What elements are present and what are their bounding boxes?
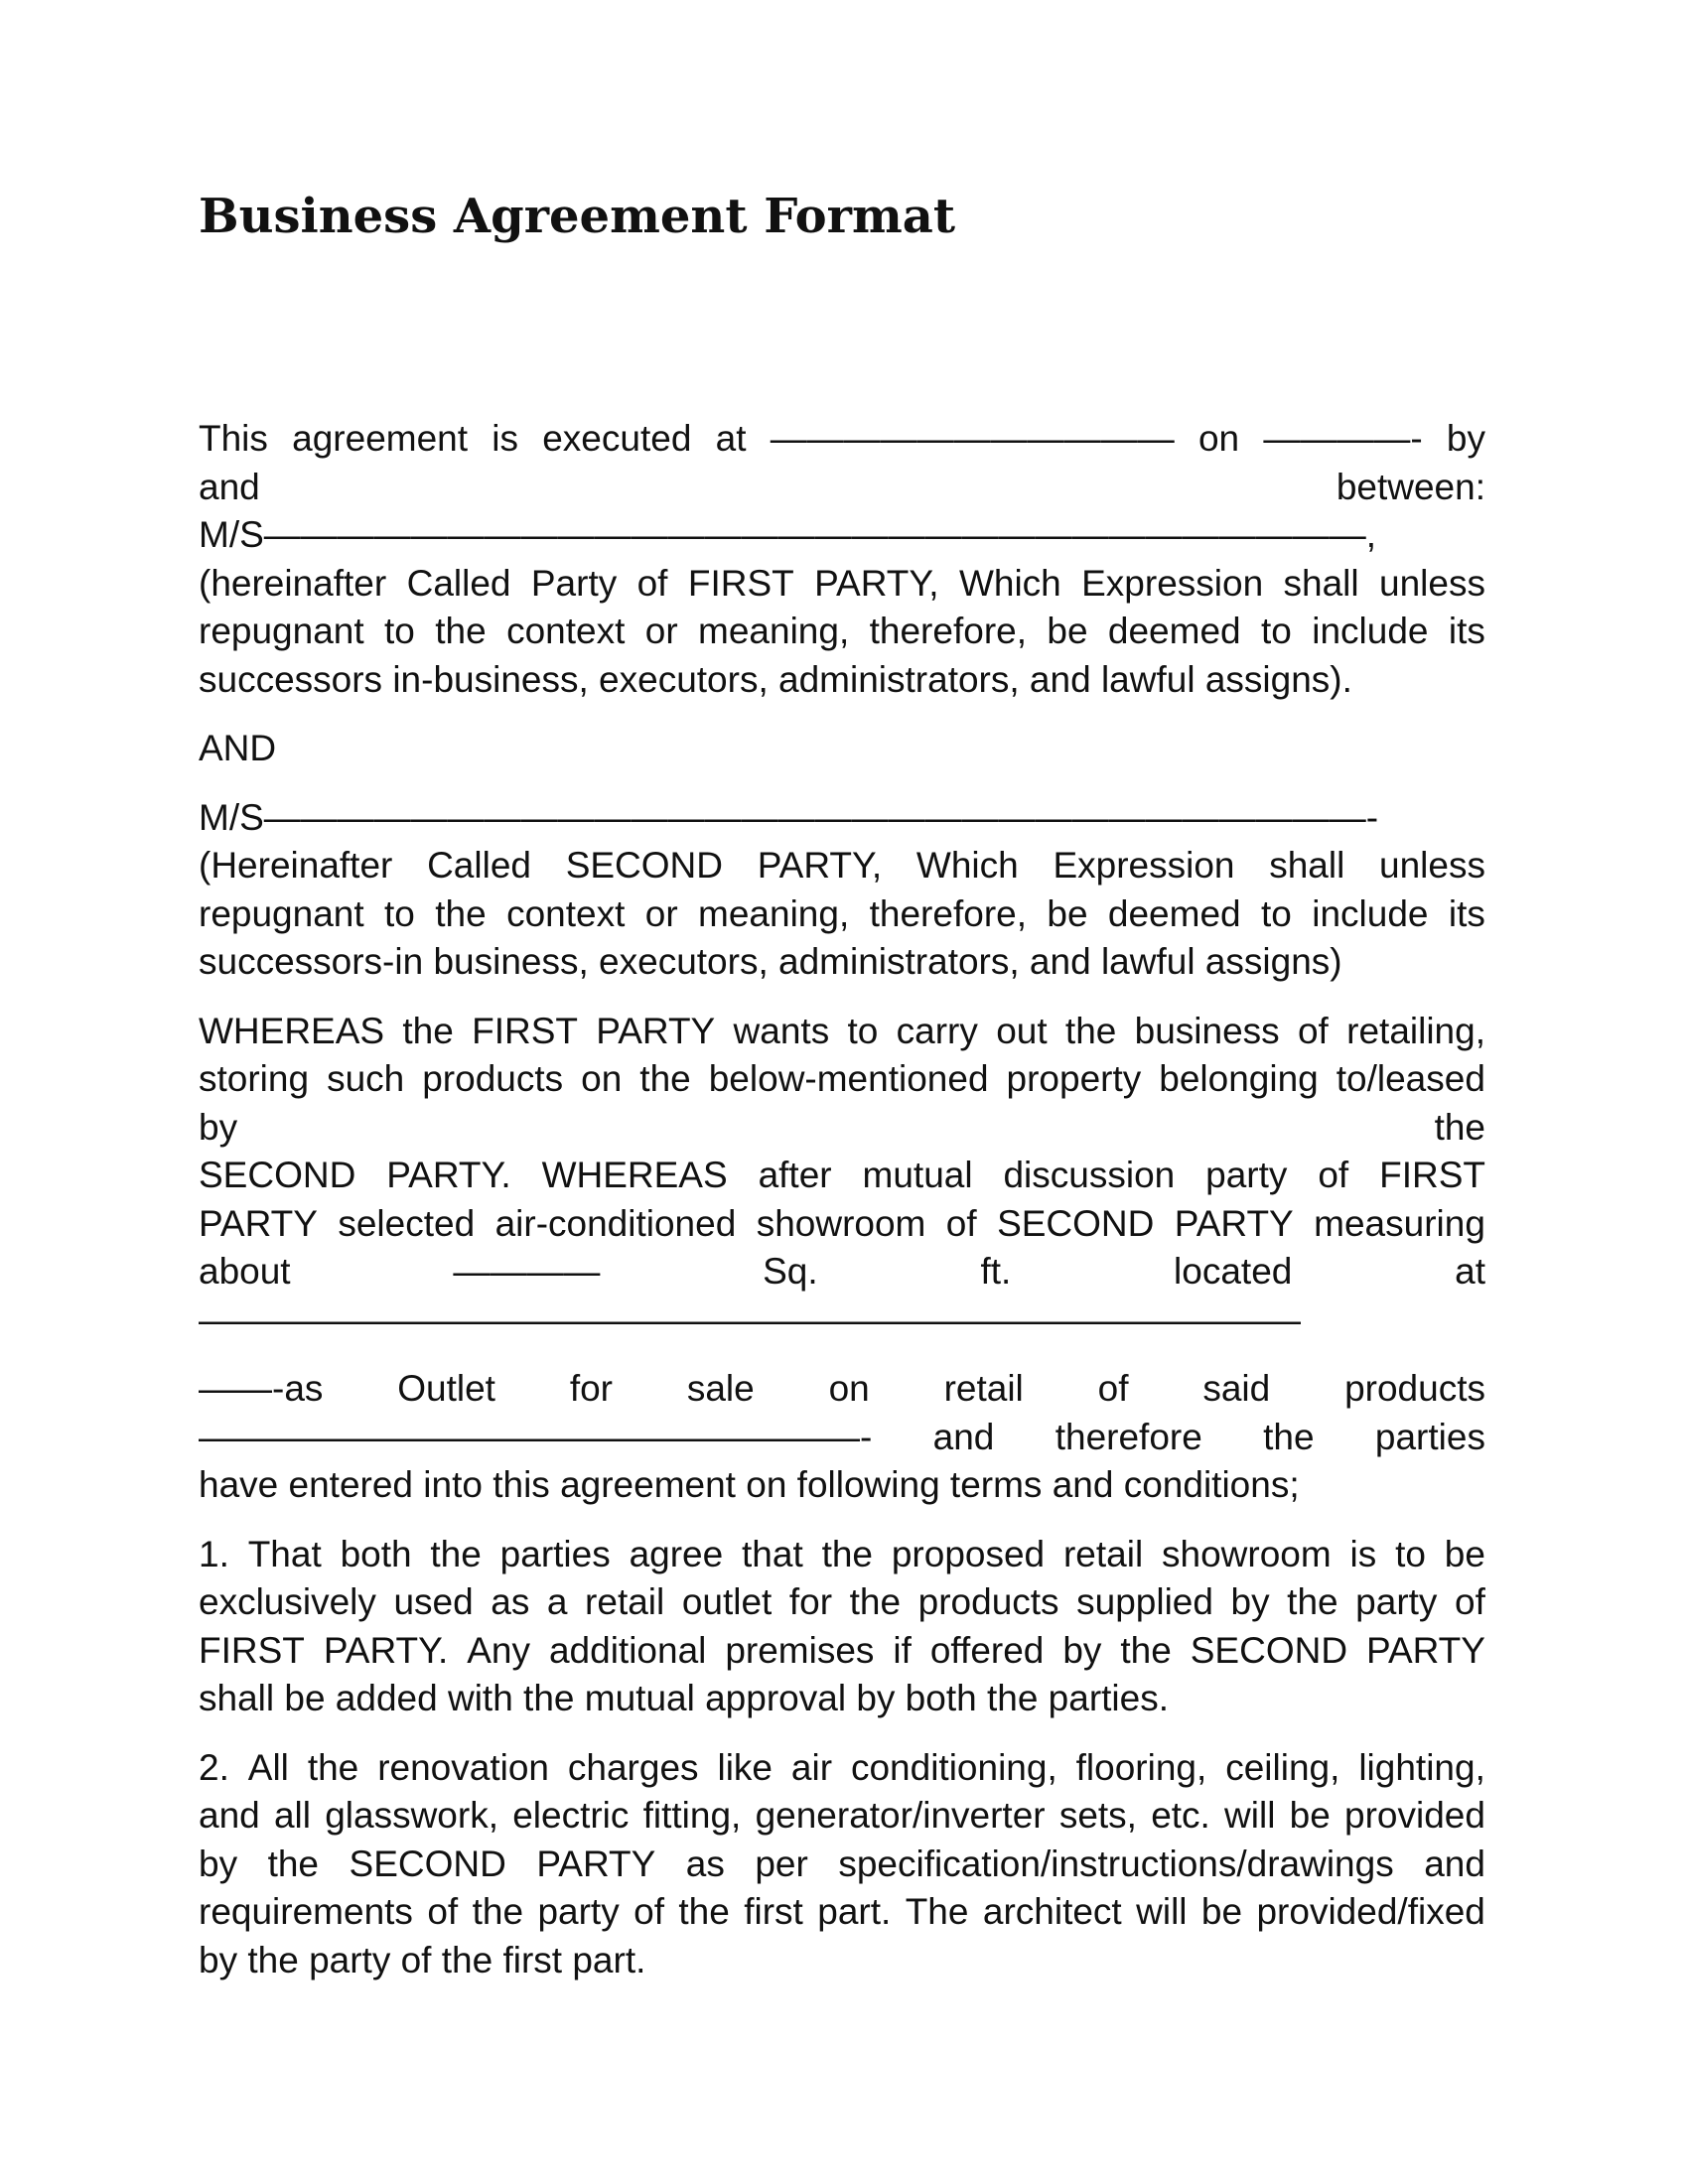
word: the bbox=[639, 1058, 691, 1099]
word: air bbox=[790, 1746, 833, 1788]
word: party bbox=[1205, 1155, 1288, 1195]
word: the bbox=[1064, 1010, 1117, 1051]
paragraph-line: —————————————————————————————— bbox=[199, 1298, 1301, 1340]
word: of bbox=[945, 1202, 977, 1244]
word: to/leased bbox=[1336, 1058, 1485, 1099]
word: carry bbox=[896, 1010, 978, 1051]
word: the bbox=[821, 1533, 874, 1574]
word: of bbox=[1097, 1368, 1129, 1409]
paragraph-line bbox=[199, 890, 1485, 939]
word: PARTY, bbox=[757, 845, 883, 886]
word: M/S——————————————————————————————, bbox=[199, 514, 1377, 555]
word: repugnant bbox=[199, 611, 364, 651]
word: the bbox=[1434, 1106, 1485, 1148]
word: the bbox=[1287, 1581, 1338, 1622]
word: to bbox=[1395, 1533, 1426, 1574]
word: at bbox=[1455, 1251, 1485, 1292]
paragraph-line: successors-in business, executors, administrators, and lawful assigns) bbox=[199, 941, 1342, 982]
word: about bbox=[199, 1251, 291, 1292]
word: retail bbox=[1062, 1533, 1144, 1574]
word: of bbox=[1455, 1581, 1485, 1622]
word: That bbox=[247, 1533, 322, 1574]
word: electric bbox=[512, 1795, 630, 1836]
word: part. bbox=[817, 1891, 892, 1932]
word: PARTY, bbox=[814, 562, 939, 604]
word: therefore bbox=[1055, 1416, 1202, 1457]
paragraph-line bbox=[199, 560, 1485, 609]
paragraph-line bbox=[199, 1248, 1485, 1297]
word: generator/inverter bbox=[755, 1795, 1046, 1836]
word: will bbox=[1136, 1891, 1188, 1932]
word: on bbox=[828, 1368, 870, 1409]
word: discussion bbox=[1003, 1155, 1176, 1195]
word: by bbox=[199, 1843, 238, 1884]
word: said bbox=[1202, 1368, 1271, 1409]
word: deemed bbox=[1107, 611, 1241, 651]
word: and bbox=[932, 1416, 995, 1457]
word: on bbox=[1197, 418, 1240, 459]
word: for bbox=[788, 1581, 833, 1622]
word: a bbox=[546, 1581, 568, 1622]
word: of bbox=[1318, 1155, 1349, 1195]
word: Called bbox=[427, 845, 531, 886]
word: PARTY. bbox=[323, 1629, 449, 1671]
paragraph-line bbox=[199, 794, 1485, 843]
paragraph-line bbox=[199, 1104, 1485, 1153]
paragraph-line bbox=[199, 464, 1485, 512]
word: located bbox=[1174, 1251, 1293, 1292]
word: showroom bbox=[756, 1202, 926, 1244]
word: shall bbox=[1283, 562, 1359, 604]
word: the bbox=[1263, 1416, 1315, 1457]
word: to bbox=[1261, 611, 1292, 651]
word: therefore, bbox=[869, 611, 1027, 651]
word: for bbox=[569, 1368, 613, 1409]
word: to bbox=[1261, 892, 1292, 934]
word: be bbox=[1444, 1533, 1485, 1574]
paragraph-line bbox=[199, 415, 1485, 464]
paragraph-line bbox=[199, 608, 1485, 656]
word: at bbox=[715, 418, 747, 459]
word: as bbox=[491, 1581, 530, 1622]
word: executed bbox=[542, 418, 692, 459]
clause-line bbox=[199, 1627, 1485, 1676]
document-title: Business Agreement Format bbox=[199, 189, 956, 244]
word: mutual bbox=[862, 1155, 973, 1195]
word: deemed bbox=[1107, 892, 1241, 934]
word: supplied bbox=[1076, 1581, 1213, 1622]
word: that bbox=[742, 1533, 803, 1574]
word: SECOND bbox=[997, 1202, 1155, 1244]
word: Sq. bbox=[763, 1251, 818, 1292]
word: wants bbox=[733, 1010, 830, 1051]
word: parties bbox=[499, 1533, 611, 1574]
word: is bbox=[1349, 1533, 1377, 1574]
word: etc. bbox=[1151, 1795, 1210, 1836]
paragraph-line bbox=[199, 1200, 1485, 1249]
word: 1. bbox=[199, 1533, 229, 1574]
word: below-mentioned bbox=[708, 1058, 989, 1099]
word: (Hereinafter bbox=[199, 845, 393, 886]
word: belonging bbox=[1159, 1058, 1319, 1099]
word: SECOND bbox=[199, 1155, 356, 1195]
word: be bbox=[1047, 892, 1088, 934]
word: showroom bbox=[1162, 1533, 1332, 1574]
word: the bbox=[435, 892, 487, 934]
word: is bbox=[492, 418, 518, 459]
word: architect bbox=[982, 1891, 1122, 1932]
word: PARTY bbox=[596, 1010, 716, 1051]
word: meaning, bbox=[698, 892, 850, 934]
and-label: AND bbox=[199, 728, 277, 768]
word: or bbox=[644, 892, 678, 934]
word: unless bbox=[1379, 562, 1485, 604]
word: Which bbox=[915, 845, 1019, 886]
word: party bbox=[1355, 1581, 1438, 1622]
word: the bbox=[1120, 1629, 1172, 1671]
word: outlet bbox=[681, 1581, 773, 1622]
word: retailing, bbox=[1346, 1010, 1485, 1051]
word: premises bbox=[725, 1629, 875, 1671]
word: by bbox=[1446, 418, 1485, 459]
word: context bbox=[506, 611, 626, 651]
word: SECOND bbox=[565, 845, 724, 886]
word: on bbox=[581, 1058, 623, 1099]
word: out bbox=[996, 1010, 1048, 1051]
word: products bbox=[1344, 1368, 1485, 1409]
word: All bbox=[247, 1746, 289, 1788]
word: WHEREAS bbox=[199, 1010, 385, 1051]
word: ———— bbox=[453, 1251, 601, 1292]
word: of bbox=[1297, 1010, 1329, 1051]
word: agree bbox=[629, 1533, 724, 1574]
word: of bbox=[636, 562, 668, 604]
word: property bbox=[1006, 1058, 1142, 1099]
word: sale bbox=[686, 1368, 755, 1409]
word: ——————————— bbox=[770, 418, 1175, 459]
document-body bbox=[199, 415, 1485, 1984]
word: and bbox=[199, 1795, 260, 1836]
word: Called bbox=[406, 562, 511, 604]
word: of bbox=[427, 1891, 459, 1932]
word: of bbox=[633, 1891, 664, 1932]
word: proposed bbox=[891, 1533, 1046, 1574]
word: The bbox=[905, 1891, 969, 1932]
word: WHEREAS bbox=[541, 1155, 728, 1195]
word: used bbox=[393, 1581, 474, 1622]
clause-line: by the party of the first part. bbox=[199, 1939, 646, 1980]
word: FIRST bbox=[472, 1010, 578, 1051]
word: FIRST bbox=[1379, 1155, 1485, 1195]
word: PARTY bbox=[1366, 1629, 1485, 1671]
paragraph-line bbox=[199, 511, 1485, 560]
word: by bbox=[1062, 1629, 1102, 1671]
word: the bbox=[678, 1891, 730, 1932]
word: requirements bbox=[199, 1891, 413, 1932]
word: fitting, bbox=[642, 1795, 742, 1836]
word: the bbox=[267, 1843, 320, 1884]
word: to bbox=[384, 892, 415, 934]
word: party bbox=[537, 1891, 620, 1932]
word: the bbox=[472, 1891, 524, 1932]
word: charges bbox=[567, 1746, 699, 1788]
word: its bbox=[1448, 892, 1485, 934]
clause-line bbox=[199, 1744, 1485, 1793]
paragraph-line bbox=[199, 1008, 1485, 1056]
word: ft. bbox=[980, 1251, 1012, 1292]
clause-line bbox=[199, 1792, 1485, 1841]
clause-line bbox=[199, 1841, 1485, 1889]
word: all bbox=[273, 1795, 311, 1836]
paragraph-line: have entered into this agreement on following terms and conditions; bbox=[199, 1464, 1300, 1505]
word: parties bbox=[1374, 1416, 1485, 1457]
word: products bbox=[917, 1581, 1059, 1622]
clause-line bbox=[199, 1578, 1485, 1627]
word: SECOND bbox=[349, 1843, 506, 1884]
word: context bbox=[506, 892, 626, 934]
word: PARTY bbox=[199, 1202, 318, 1244]
paragraph-line bbox=[199, 1152, 1485, 1200]
word: provided/fixed bbox=[1256, 1891, 1485, 1932]
word: like bbox=[717, 1746, 773, 1788]
word: products bbox=[422, 1058, 564, 1099]
paragraph-line bbox=[199, 1365, 1485, 1414]
word: Expression bbox=[1081, 562, 1264, 604]
word: its bbox=[1448, 611, 1485, 651]
word: This bbox=[199, 418, 268, 459]
word: the bbox=[307, 1746, 359, 1788]
word: shall bbox=[1269, 845, 1345, 886]
word: if bbox=[893, 1629, 912, 1671]
word: measuring bbox=[1314, 1202, 1485, 1244]
word: lighting, bbox=[1358, 1746, 1485, 1788]
clause-line bbox=[199, 1888, 1485, 1937]
word: and bbox=[199, 466, 260, 507]
word: provided bbox=[1344, 1795, 1485, 1836]
word: PARTY bbox=[1174, 1202, 1294, 1244]
word: ——————————————————- bbox=[199, 1416, 873, 1457]
word: will bbox=[1224, 1795, 1276, 1836]
word: Party bbox=[530, 562, 618, 604]
paragraph-line bbox=[199, 842, 1485, 890]
word: SECOND bbox=[1190, 1629, 1348, 1671]
word: therefore, bbox=[869, 892, 1027, 934]
word: unless bbox=[1379, 845, 1485, 886]
word: ceiling, bbox=[1225, 1746, 1340, 1788]
word: air-conditioned bbox=[494, 1202, 737, 1244]
paragraph-line bbox=[199, 1055, 1485, 1104]
word: by bbox=[1230, 1581, 1270, 1622]
word: offered bbox=[929, 1629, 1045, 1671]
word: M/S——————————————————————————————- bbox=[199, 796, 1379, 838]
word: the bbox=[430, 1533, 482, 1574]
paragraph-line bbox=[199, 1414, 1485, 1462]
word: as bbox=[685, 1843, 725, 1884]
word: ————- bbox=[1263, 418, 1423, 459]
word: be bbox=[1047, 611, 1088, 651]
word: meaning, bbox=[698, 611, 850, 651]
word: agreement bbox=[292, 418, 469, 459]
word: by bbox=[199, 1106, 238, 1148]
word: renovation bbox=[377, 1746, 549, 1788]
word: ——-as bbox=[199, 1368, 324, 1409]
word: FIRST bbox=[199, 1629, 305, 1671]
word: both bbox=[340, 1533, 412, 1574]
word: storing bbox=[199, 1058, 310, 1099]
word: Any bbox=[467, 1629, 531, 1671]
word: Which bbox=[958, 562, 1061, 604]
word: such bbox=[327, 1058, 405, 1099]
clause-line: shall be added with the mutual approval by both the parties. bbox=[199, 1678, 1170, 1718]
word: the bbox=[435, 611, 487, 651]
word: business bbox=[1134, 1010, 1280, 1051]
word: to bbox=[384, 611, 415, 651]
word: and bbox=[1424, 1843, 1485, 1884]
word: exclusively bbox=[199, 1581, 376, 1622]
word: selected bbox=[338, 1202, 476, 1244]
word: to bbox=[847, 1010, 879, 1051]
word: be bbox=[1289, 1795, 1331, 1836]
word: include bbox=[1312, 892, 1429, 934]
word: be bbox=[1200, 1891, 1243, 1932]
word: between: bbox=[1336, 466, 1485, 507]
word: retail bbox=[585, 1581, 665, 1622]
word: 2. bbox=[199, 1746, 229, 1788]
word: or bbox=[644, 611, 678, 651]
word: FIRST bbox=[687, 562, 794, 604]
word: (hereinafter bbox=[199, 562, 387, 604]
word: PARTY bbox=[536, 1843, 656, 1884]
word: sets, bbox=[1058, 1795, 1137, 1836]
clause-line bbox=[199, 1531, 1485, 1579]
word: include bbox=[1312, 611, 1429, 651]
word: conditioning, bbox=[850, 1746, 1057, 1788]
word: specification/instructions/drawings bbox=[838, 1843, 1394, 1884]
word: repugnant bbox=[199, 892, 364, 934]
word: first bbox=[744, 1891, 803, 1932]
word: the bbox=[849, 1581, 902, 1622]
word: the bbox=[402, 1010, 454, 1051]
word: flooring, bbox=[1075, 1746, 1207, 1788]
paragraph-line: successors in-business, executors, administrators, and lawful assigns). bbox=[199, 658, 1352, 700]
word: additional bbox=[548, 1629, 707, 1671]
word: retail bbox=[943, 1368, 1024, 1409]
word: after bbox=[758, 1155, 832, 1195]
word: Expression bbox=[1053, 845, 1235, 886]
word: per bbox=[755, 1843, 808, 1884]
word: glasswork, bbox=[325, 1795, 498, 1836]
word: PARTY. bbox=[386, 1155, 511, 1195]
word: Outlet bbox=[397, 1368, 495, 1409]
